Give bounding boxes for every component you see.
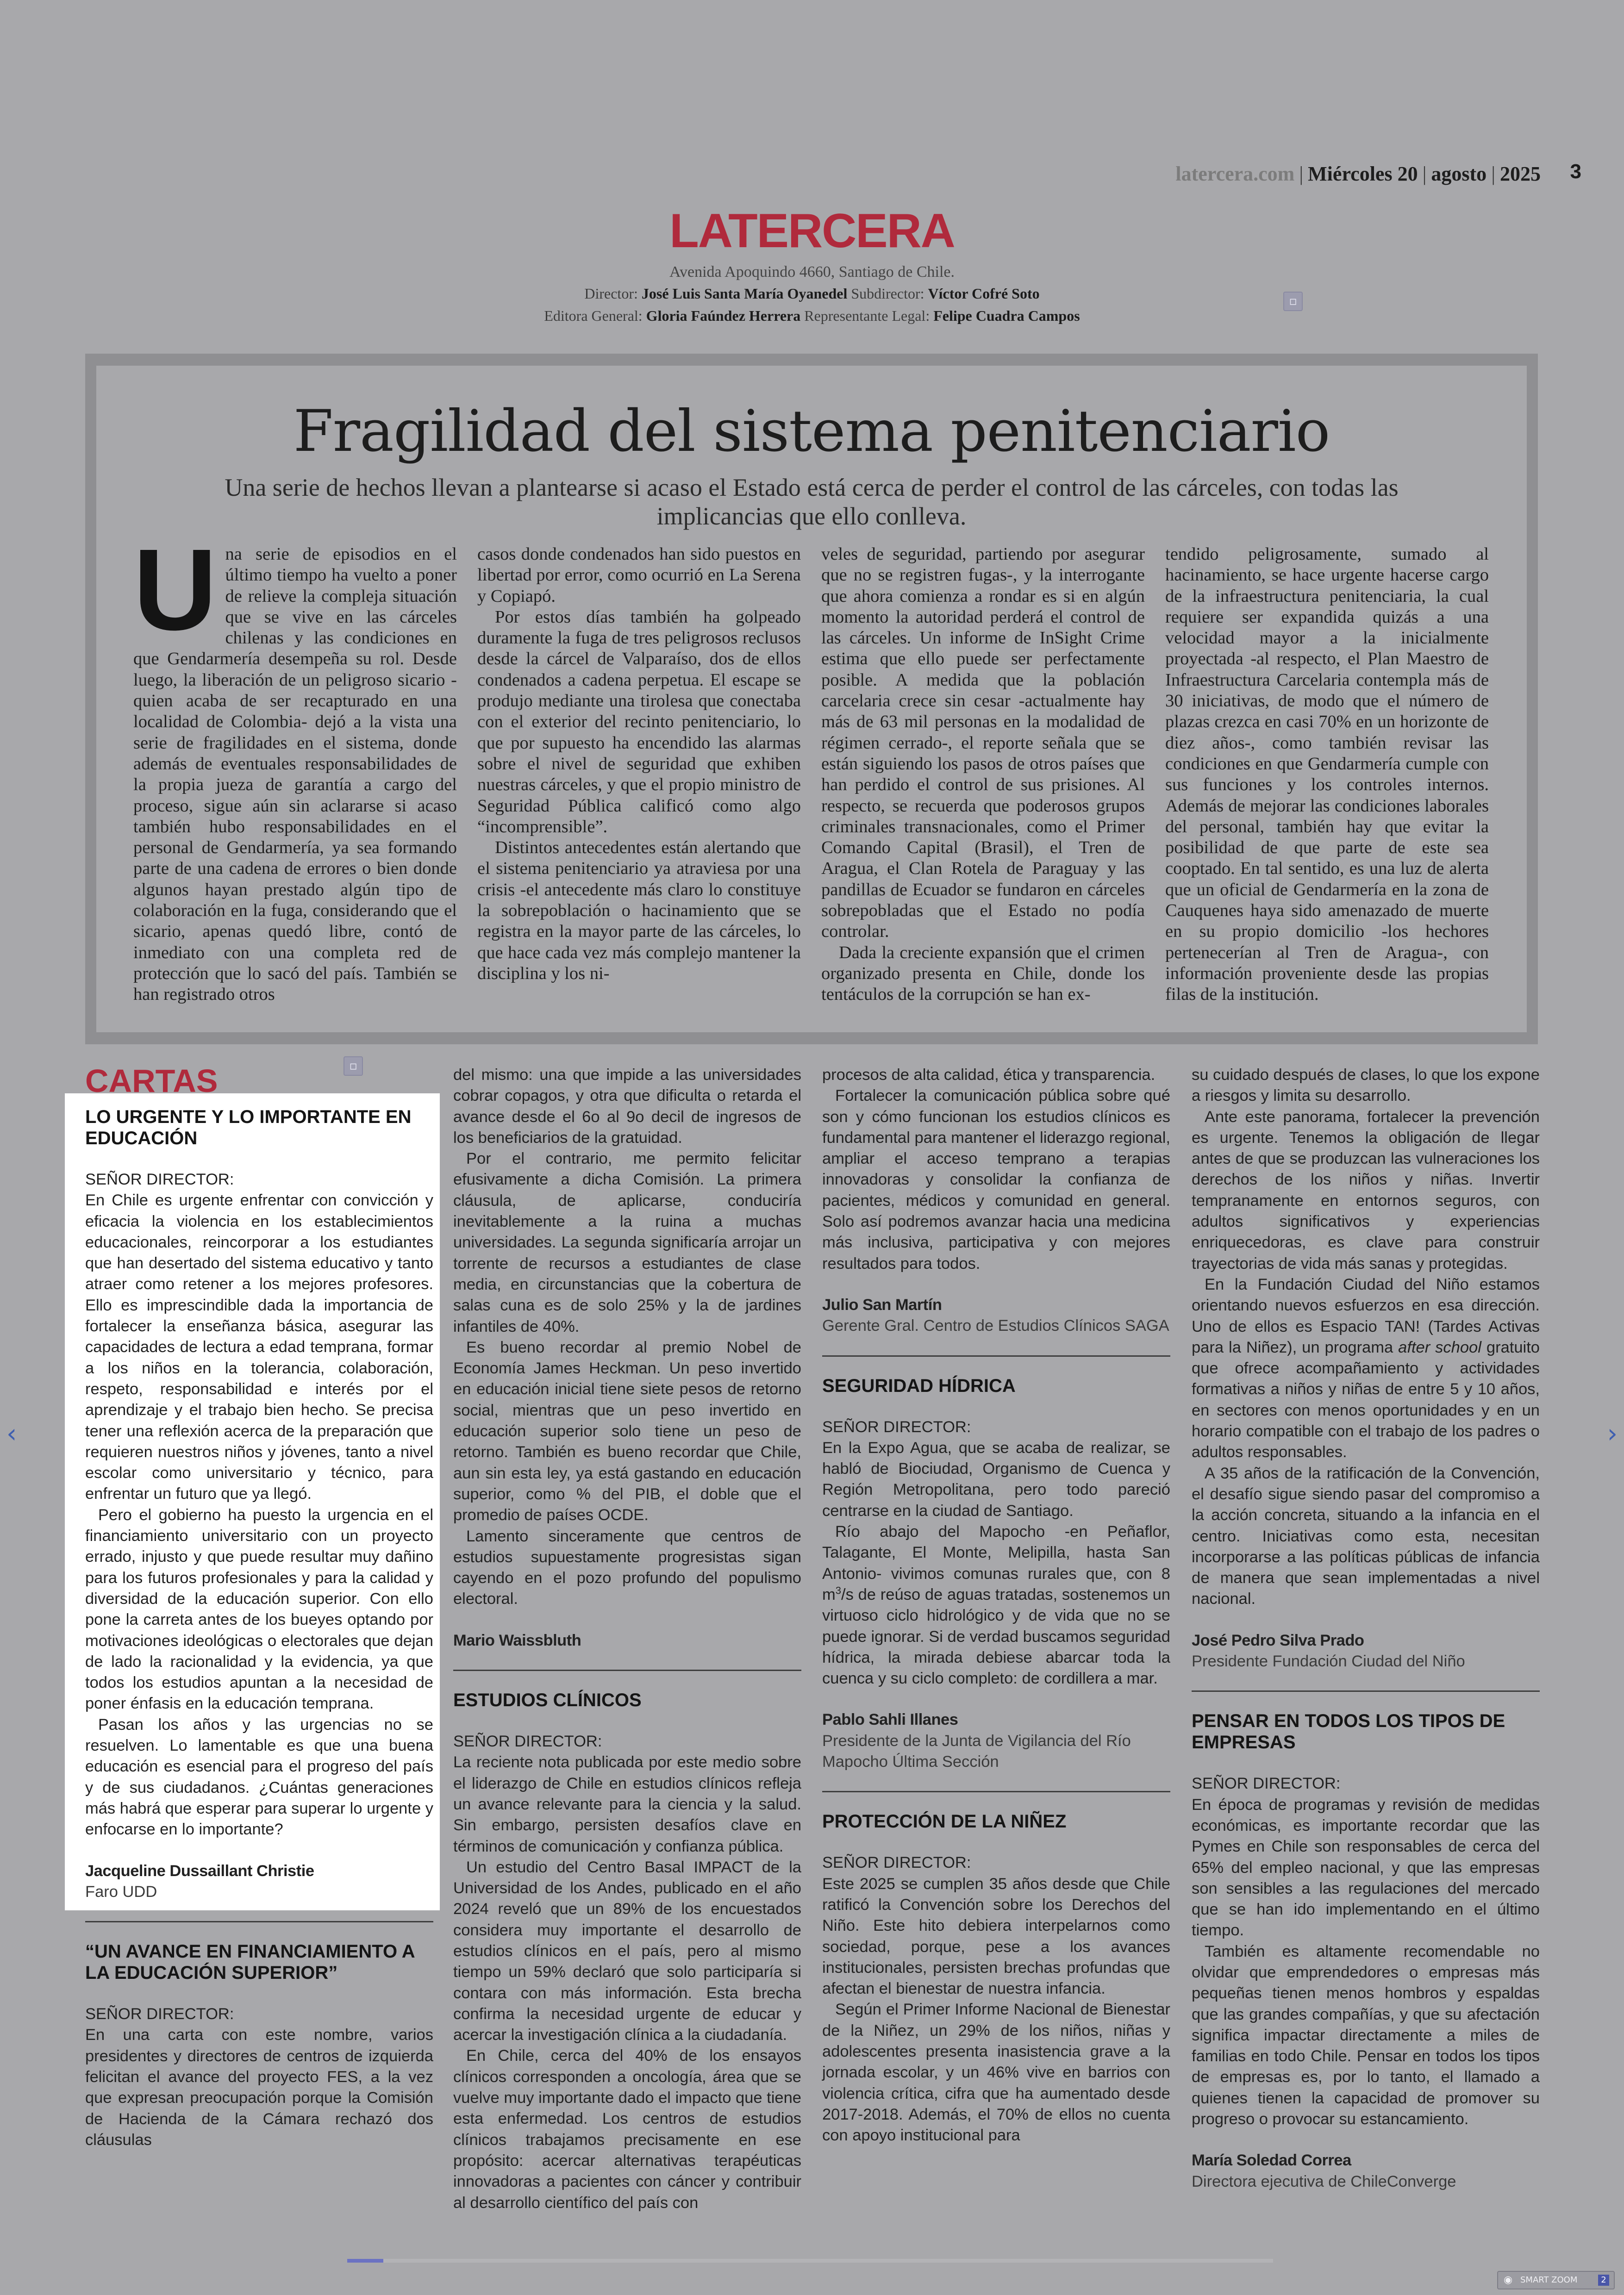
paragraph: Por estos días también ha golpeado duramente la fuga de tres peligrosos reclusos desde la cárcel de Valparaíso, dos de ellos condenados a cadena perpetua. El escape se produjo mediante una tirolesa que conectaba con el exterior del recinto penitenciario, lo que por supuesto ha encendido las alarmas sobre el nivel de seguridad que exhiben nuestras cárceles, y que el propio ministro de Seguridad Pública calificó como algo “incomprensible”.: [477, 607, 801, 836]
divider: [822, 1355, 1170, 1357]
letter-signer-role: Gerente Gral. Centro de Estudios Clínicos SAGA: [822, 1317, 1169, 1335]
letter-signer: María Soledad Correa: [1192, 2152, 1351, 2170]
letters-column-2: [453, 1065, 801, 2214]
paragraph: Ante este panorama, fortalecer la prevención es urgente. Tenemos la obligación de llegar antes de que se produzcan las vulneraciones los derechos de los niños y niñas. Invertir tempranamente en entornos seguros, con adultos significativos y experiencias enriquecedoras, es clave para construir trayectorias de vida más sanas y protegidas.: [1192, 1108, 1540, 1272]
section-title: CARTAS: [85, 1063, 218, 1099]
letters-hotspot-icon[interactable]: ▫: [344, 1056, 363, 1076]
letter-signer: Julio San Martín: [822, 1296, 942, 1314]
staff-line-2: Editora General: Gloria Faúndez Herrera Representante Legal: Felipe Cuadra Campos: [544, 307, 1080, 324]
divider: [1192, 1690, 1540, 1692]
letter-signer-role: Presidente Fundación Ciudad del Niño: [1192, 1653, 1465, 1671]
newspaper-logo: LATERCERA: [669, 204, 955, 258]
paragraph: su cuidado después de clases, lo que los expone a riesgos y limita su desarrollo.: [1192, 1066, 1540, 1105]
letter-title: “UN AVANCE EN FINANCIAMIENTO A LA EDUCACIÓN SUPERIOR”: [85, 1941, 415, 1983]
divider: [453, 1670, 801, 1671]
date-year: 2025: [1500, 162, 1541, 185]
divider: [85, 1921, 433, 1922]
paragraph: En una carta con este nombre, varios presidentes y directores de centros de izquierda felicitan el avance del proyecto FES, a la vez que expresan preocupación porque la Comisión de Hacienda de la Cámara rechazó dos cláusulas: [85, 2026, 433, 2149]
paragraph: En la Expo Agua, que se acaba de realizar, se habló de Biociudad, Organismo de Cuenca y Región Metropolitana, pero todo pareció centrarse en la ciudad de Santiago.: [822, 1439, 1170, 1520]
letters-column-1: [85, 1065, 433, 2151]
chevron-right-icon[interactable]: ›: [1607, 1419, 1618, 1449]
page-number: 3: [1570, 160, 1581, 183]
date-day: Miércoles 20: [1308, 162, 1418, 185]
letters-column-3: [822, 1065, 1170, 2146]
divider: [822, 1791, 1170, 1792]
salutation: SEÑOR DIRECTOR:: [822, 1418, 971, 1436]
chevron-left-icon[interactable]: ‹: [6, 1419, 17, 1449]
paragraph: tendido peligrosamente, sumado al hacinamiento, se hace urgente hacerse cargo de la infraestructura penitenciaria, la cual requiere ser expandida quizás a una velocidad mayor a la inicialmente proyectada -al respecto, el Plan Maestro de Infraestructura Carcelaria contempla más de 30 iniciativas, de modo que el número de plazas crezca en casi 70% en un horizonte de diez años-, como también revisar las condiciones en que Gendarmería cumple con sus funciones y los controles internos. Además de mejorar las condiciones laborales del personal, también hay que evitar la posibilidad de que parte de este sea cooptado. En tal sentido, es una luz de alerta que un oficial de Gendarmería en la zona de Cauquenes haya sido amenazado de muerte en su propio domicilio -los hechores pertenecerían al Tren de Aragua-, con información proveniente desde las propias filas de la institución.: [1165, 544, 1489, 1004]
paragraph: Río abajo del Mapocho -en Peñaflor, Talagante, El Monte, Melipilla, hasta San Antonio- vivimos comunas rurales que, con 8 $m^3/s$ de reúso de aguas tratadas, sostenemos un virtuoso ciclo hidrológico y de vida que no se puede ignorar. Si de verdad buscamos seguridad hídrica, la mirada debiese abarcar toda la cuenca y su ciclo completo: de cordillera a mar.: [822, 1523, 1170, 1688]
letter-title: SEGURIDAD HÍDRICA: [822, 1375, 1016, 1396]
letter-signer-role: Directora ejecutiva de ChileConverge: [1192, 2172, 1456, 2190]
paragraph: A 35 años de la ratificación de la Convención, el desafío sigue siendo pasar del compromiso a la acción concreta, situando a la infancia en el centro. Iniciativas como esta, necesitan incorporarse a las políticas públicas de infancia de manera que sean implementadas a nivel nacional.: [1192, 1464, 1540, 1608]
staff-line-1: Director: José Luis Santa María Oyanedel Subdirector: Víctor Cofré Soto: [584, 285, 1040, 302]
paragraph: Pero el gobierno ha puesto la urgencia en el financiamiento universitario con un proyecto errado, injusto y que puede resultar muy dañino para los futuros profesionales y para la calidad y diversidad de la educación superior. Con ello pone la carreta antes de los bueyes optando por motivaciones ideológicas o electorales que dejan de lado la racionalidad y la evidencia, ya que todos los estudios apuntan a la necesidad de poner énfasis en la educación temprana.: [85, 1506, 433, 1713]
editorial-column-2: [477, 544, 801, 1016]
dateline: latercera.com | Miércoles 20 | agosto | 2025: [1175, 162, 1541, 185]
letters-column-4: [1192, 1065, 1540, 2192]
paragraph: veles de seguridad, partiendo por asegurar que no se registren fugas-, y la interrogante que ahora comienza a rondar es si en algún momento la autoridad perderá el control de las cárceles. Un informe de InSight Crime estima que ello puede ser perfectamente posible. A medida que la población carcelaria crece sin cesar -actualmente hay más de 63 mil personas en la modalidad de régimen cerrado-, el reporte señala que se están siguiendo los pasos de otros países que han perdido el control de sus prisiones. Al respecto, se recuerda que poderosos grupos criminales transnacionales, como el Primer Comando Capital (Brasil), el Tren de Aragua, el Clan Rotela de Paraguay y las pandillas de Ecuador se fundaron en cárceles sobrepobladas que el Estado no podía controlar.: [821, 544, 1145, 942]
smart-zoom-label: SMART ZOOM: [1520, 2275, 1578, 2285]
letters-section: [85, 1063, 1540, 2212]
letter-signer: Mario Waissbluth: [453, 1631, 581, 1649]
paragraph: Es bueno recordar al premio Nobel de Economía James Heckman. Un peso invertido en educación inicial tiene siete pesos de retorno social, mientras que un peso invertido en educación superior solo tiene un peso de retorno. También es bueno recordar que Chile, aun sin esta ley, ya está gastando en educación superior, como % del PIB, el doble que el promedio de países OCDE.: [453, 1338, 801, 1524]
paragraph: Pasan los años y las urgencias no se resuelven. Lo lamentable es que una buena educación es esencial para el progreso del país y de sus ciudadanos. ¿Cuántas generaciones más habrá que esperar para superar lo urgente y enfocarse en lo importante?: [85, 1715, 433, 1839]
article-hotspot-icon[interactable]: ▫: [1283, 292, 1303, 311]
salutation: SEÑOR DIRECTOR:: [453, 1733, 602, 1751]
paragraph: Por el contrario, me permito felicitar efusivamente a dicha Comisión. La primera cláusula, de aplicarse, conduciría inevitablemente a la ruina a muchas universidades. La segunda significaría arrojar un torrente de recursos a estudiantes de clase media, en circunstancias que la cobertura de salas cuna es de solo 25% y la de jardines infantiles de 40%.: [453, 1150, 801, 1335]
letter-title: PROTECCIÓN DE LA NIÑEZ: [822, 1811, 1067, 1832]
editorial-subtitle: Una serie de hechos llevan a plantearse si acaso el Estado está cerca de perder el control de las cárceles, con todas las implicancias que ello conlleva.: [225, 474, 1399, 530]
paragraph: Fortalecer la comunicación pública sobre qué son y cómo funcionan los estudios clínicos es fundamental para mantener el liderazgo regional, ampliar el acceso temprano a terapias innovadoras y consolidar la confianza de pacientes, médicos y comunidad en general. Solo así podremos avanzar hacia una medicina más inclusiva, participativa y con mejores resultados para todos.: [822, 1087, 1170, 1272]
date-month: agosto: [1431, 162, 1487, 185]
site-name: latercera.com: [1175, 162, 1295, 185]
letter-signer-role: Presidente de la Junta de Vigilancia del Río Mapocho Última Sección: [822, 1732, 1131, 1771]
editorial-column-1: [133, 525, 457, 1016]
letter-title: LO URGENTE Y LO IMPORTANTE EN EDUCACIÓN: [85, 1107, 412, 1148]
paragraph: En la Fundación Ciudad del Niño estamos orientando nuevos esfuerzos en esa dirección. Uno de ellos es Espacio TAN! (Tardes Activas para la Niñez), un programa after school gratuito que ofrece acompañamiento y actividades formativas a niños y niñas de entre 5 y 10 años, en sectores con menos oportunidades y en un horario compatible con el trabajo de los padres o adultos responsables.: [1192, 1275, 1540, 1461]
paragraph: La reciente nota publicada por este medio sobre el liderazgo de Chile en estudios clínicos refleja un avance relevante para la ciencia y la salud. Sin embargo, persisten desafíos clave en términos de comunicación y confianza pública.: [453, 1753, 801, 1855]
paragraph: Según el Primer Informe Nacional de Bienestar de la Niñez, un 29% de los niños, niñas y adolescentes presenta inasistencia grave a la jornada escolar, y un 46% vive en barrios con violencia crítica, cifra que ha aumentado desde 2017-2018. Además, el 70% de ellos no cuenta con apoyo institucional para: [822, 2001, 1170, 2145]
paragraph: En época de programas y revisión de medidas económicas, es importante recordar que las Pymes en Chile son responsables de cerca del 65% del empleo nacional, y que las empresas son sensibles a las regulaciones del mercado que se han ido implementando en el último tiempo.: [1192, 1796, 1540, 1940]
paragraph: del mismo: una que impide a las universidades cobrar copagos, y otra que dificulta o retarda el avance desde el 6o al 9o decil de ingresos de los beneficiarios de la gratuidad.: [453, 1066, 801, 1147]
salutation: SEÑOR DIRECTOR:: [85, 2005, 234, 2023]
paragraph: Este 2025 se cumplen 35 años desde que Chile ratificó la Convención sobre los Derechos del Niño. Este hito debiera interpelarnos como sociedad, porque, pese a los avances institucionales, persisten brechas profundas que afectan el bienestar de nuestra infancia.: [822, 1875, 1170, 1998]
letter-title: PENSAR EN TODOS LOS TIPOS DE EMPRESAS: [1192, 1711, 1505, 1753]
paragraph: na serie de episodios en el último tiempo ha vuelto a poner de relieve la compleja situación que se vive en las cárceles chilenas y las condiciones en que Gendarmería desempeña su rol. Desde luego, la liberación de un peligroso sicario -quien acaba de ser recapturado en una localidad de Colombia- dejó a la vista una serie de fragilidades en el sistema, donde además de eventuales responsabilidades de la propia jueza de garantía a cargo del proceso, sigue aún sin aclararse si acaso también hubo responsabilidades en el personal de Gendarmería, ya sea formando parte de una cadena de errores o bien donde algunos hayan prestado algún tipo de colaboración en la fuga, considerando que el sicario, apenas quedó libre, contó de inmediato con una completa red de protección que lo sacó del país. También se han registrado otros: [133, 544, 457, 1004]
paragraph: También es altamente recomendable no olvidar que emprendedores o empresas más pequeñas tienen menos hombros y espaldas que las grandes compañías, y que su afectación significa impactar directamente a miles de familias en todo Chile. Pensar en todos los tipos de empresas es, por lo tanto, el llamado a quienes tienen la capacidad de promover su progreso o provocar su estancamiento.: [1192, 1942, 1540, 2128]
letter-signer: José Pedro Silva Prado: [1192, 1631, 1364, 1649]
letter-signer-role: Faro UDD: [85, 1883, 157, 1901]
editorial-column-3: [821, 544, 1145, 1016]
drop-cap: U: [133, 525, 217, 654]
paragraph: procesos de alta calidad, ética y transparencia.: [822, 1066, 1156, 1084]
paragraph: Dada la creciente expansión que el crimen organizado presenta en Chile, donde los tentáculos de la corrupción se han ex-: [821, 942, 1145, 1004]
editorial-column-4: [1165, 544, 1489, 1016]
paragraph: Distintos antecedentes están alertando que el sistema penitenciario ya atraviesa por una crisis -el antecedente más claro lo constituye la sobrepoblación o hacinamiento que se registra en la mayor parte de las cárceles, lo que hace cada vez más complejo mantener la disciplina y los ni-: [477, 838, 801, 983]
page-scrollbar[interactable]: [347, 2259, 1273, 2263]
masthead: [0, 204, 1624, 325]
editor-name: Gloria Faúndez Herrera: [646, 307, 801, 324]
subdirector-name: Víctor Cofré Soto: [928, 285, 1040, 302]
salutation: SEÑOR DIRECTOR:: [822, 1854, 971, 1872]
paragraph: Un estudio del Centro Basal IMPACT de la Universidad de los Andes, publicado en el año 2024 reveló que un 89% de los encuestados considera muy importante el desarrollo de estudios clínicos en el país, pero al mismo tiempo un 59% declaró que solo participaría si contara con más información. Esta brecha confirma la necesidad urgente de educar y acercar la investigación clínica a la ciudadanía.: [453, 1858, 801, 2044]
legal-rep-name: Felipe Cuadra Campos: [933, 307, 1080, 324]
salutation: SEÑOR DIRECTOR:: [1192, 1775, 1341, 1793]
director-name: José Luis Santa María Oyanedel: [641, 285, 848, 302]
smart-zoom-button[interactable]: [1497, 2271, 1615, 2289]
paragraph: En Chile es urgente enfrentar con convicción y eficacia la violencia en los establecimientos educacionales, reincorporar a los estudiantes que han desertado del sistema educativo y tanto atraer como retener a los mejores profesores. Ello es imprescindible dada la importancia de fortalecer la enseñanza básica, asegurar las capacidades de lectura a edad temprana, formar a los niños en la tolerancia, colaboración, respeto, responsabilidad e interés por el aprendizaje y el trabajo bien hecho. Se precisa tener una reflexión acerca de la preparación que requieren nuestros niños y jóvenes, tanto a nivel escolar como universitario y técnico, para enfrentar un futuro que ya llegó.: [85, 1191, 433, 1503]
editorial-title: Fragilidad del sistema penitenciario: [293, 398, 1330, 465]
paragraph: Lamento sinceramente que centros de estudios supuestamente progresistas sigan cayendo en el pozo profundo del populismo electoral.: [453, 1527, 801, 1608]
letter-signer: Jacqueline Dussaillant Christie: [85, 1862, 314, 1880]
editorial-body: [133, 525, 1489, 1016]
editorial[interactable]: [96, 366, 1527, 1032]
smart-zoom-count: 2: [1598, 2275, 1609, 2286]
eye-icon: ◉: [1504, 2274, 1513, 2286]
address: Avenida Apoquindo 4660, Santiago de Chile.: [669, 263, 955, 281]
paragraph: casos donde condenados han sido puestos en libertad por error, como ocurrió en La Serena y Copiapó.: [477, 544, 801, 606]
paragraph: En Chile, cerca del 40% de los ensayos clínicos corresponden a oncología, área que se vuelve muy importante dado el impacto que tiene esta enfermedad. Los centros de estudios clínicos trabajamos precisamente en ese propósito: acercar alternativas terapéuticas innovadoras a pacientes con cáncer y contribuir al desarrollo científico del país con: [453, 2047, 801, 2212]
page-scrollbar-thumb[interactable]: [347, 2259, 383, 2263]
letter-signer: Pablo Sahli Illanes: [822, 1711, 958, 1729]
salutation: SEÑOR DIRECTOR:: [85, 1171, 234, 1188]
letter-title: ESTUDIOS CLÍNICOS: [453, 1690, 642, 1711]
